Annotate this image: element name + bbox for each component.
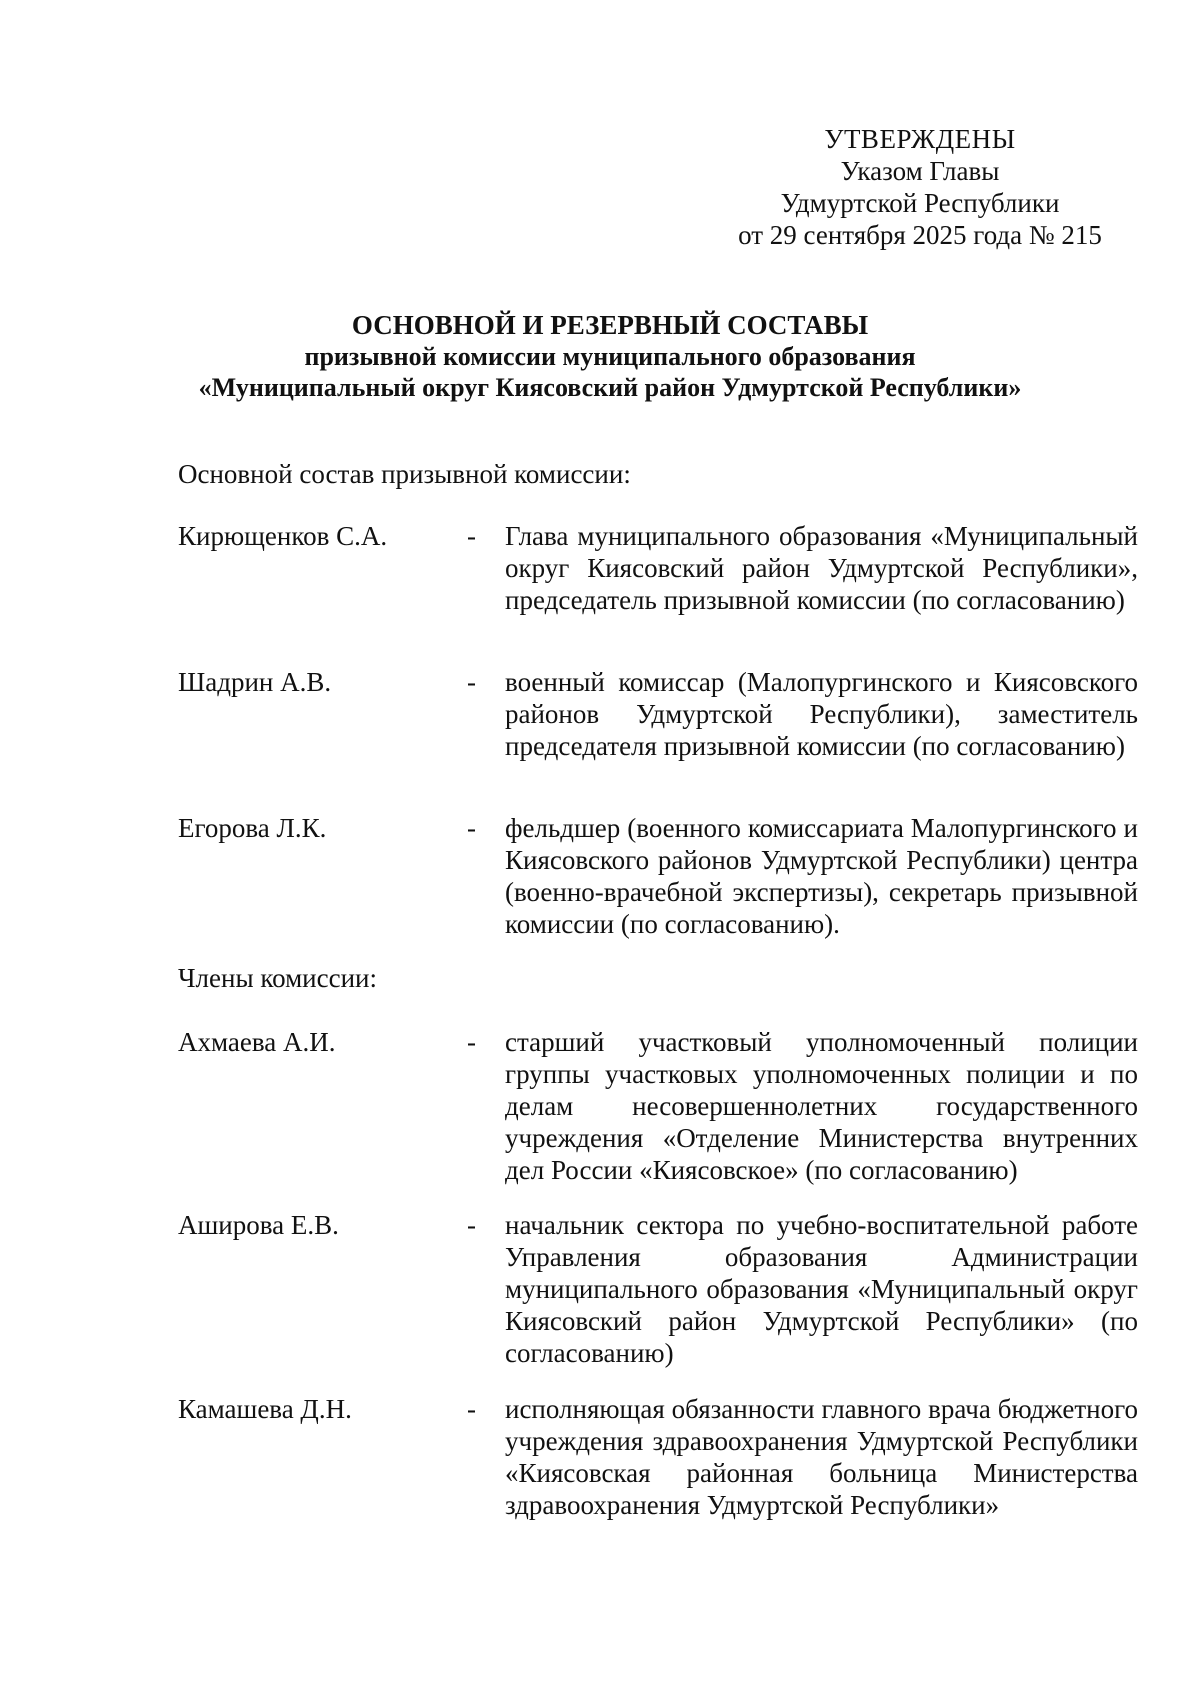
approval-stamp-block — [700, 123, 1140, 251]
commission-members-label: Члены комиссии: — [178, 963, 377, 993]
member-position: исполняющая обязанности главного врача бюджетного учреждения здравоохранения Удмуртской Республики «Киясовская районная больница Министерства здравоохранения Удмуртской Республики» — [505, 1394, 1138, 1520]
member-position: фельдшер (военного комиссариата Малопургинского и Киясовского районов Удмуртской Республики) центра (военно-врачебной экспертизы), секретарь призывной комиссии (по согласованию). — [505, 813, 1138, 939]
approval-title: УТВЕРЖДЕНЫ — [824, 124, 1016, 154]
separator-dash: - — [467, 813, 476, 843]
separator-dash: - — [467, 1210, 476, 1240]
member-name: Шадрин А.В. — [178, 667, 332, 697]
member-position: военный комиссар (Малопургинского и Киясовского районов Удмуртской Республики), заместитель председателя призывной комиссии (по согласованию) — [505, 667, 1138, 761]
document-subtitle-line-2: «Муниципальный округ Киясовский район Удмуртской Республики» — [198, 373, 1022, 402]
approval-region: Удмуртской Республики — [780, 188, 1060, 218]
approval-authority: Указом Главы — [840, 156, 1000, 186]
member-name: Аширова Е.В. — [178, 1210, 339, 1240]
main-composition-label: Основной состав призывной комиссии: — [178, 459, 631, 489]
member-position: Глава муниципального образования «Муниципальный округ Киясовский район Удмуртской Республики», председатель призывной комиссии (по согласованию) — [505, 521, 1138, 615]
member-name: Кирющенков С.А. — [178, 521, 388, 551]
member-position: начальник сектора по учебно-воспитательной работе Управления образования Администрации муниципального образования «Муниципальный округ Киясовский район Удмуртской Республики» (по согласованию) — [505, 1210, 1138, 1368]
document-subtitle-line-1: призывной комиссии муниципального образования — [304, 342, 916, 371]
separator-dash: - — [467, 1394, 476, 1424]
document-heading — [150, 310, 1070, 403]
separator-dash: - — [467, 1027, 476, 1057]
member-name: Егорова Л.К. — [178, 813, 327, 843]
separator-dash: - — [467, 521, 476, 551]
document-title: ОСНОВНОЙ И РЕЗЕРВНЫЙ СОСТАВЫ — [351, 310, 869, 340]
approval-date-number: от 29 сентября 2025 года № 215 — [738, 220, 1102, 250]
separator-dash: - — [467, 667, 476, 697]
member-name: Камашева Д.Н. — [178, 1394, 352, 1424]
member-position: старший участковый уполномоченный полиции группы участковых уполномоченных полиции и по делам несовершеннолетних государственного учреждения «Отделение Министерства внутренних дел России «Киясовское» (по согласованию) — [505, 1027, 1138, 1185]
member-name: Ахмаева А.И. — [178, 1027, 336, 1057]
